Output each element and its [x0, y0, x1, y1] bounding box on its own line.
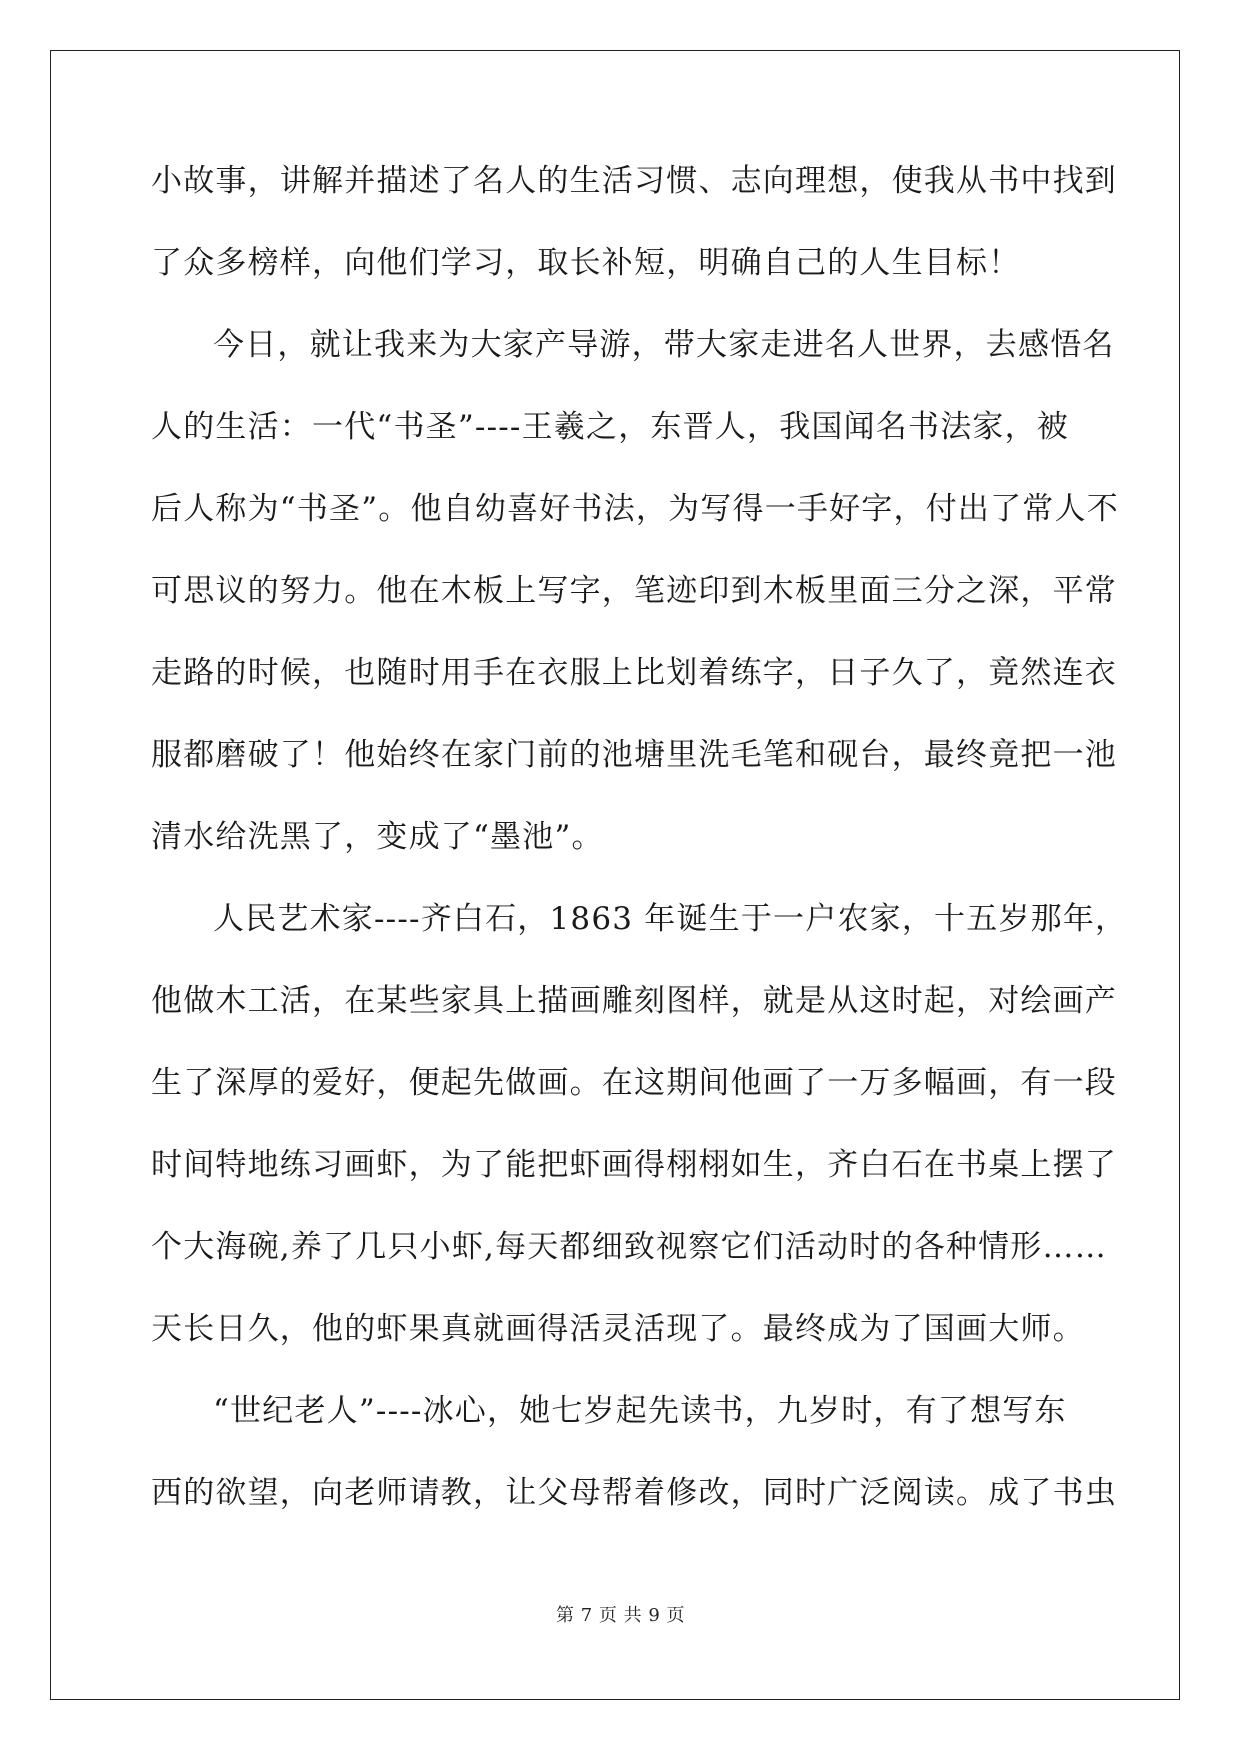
- text-line: 他做木工活，在某些家具上描画雕刻图样，就是从这时起，对绘画产: [151, 983, 1117, 1019]
- text-line: 了众多榜样，向他们学习，取长补短，明确自己的人生目标！: [151, 245, 1021, 281]
- text-line: 今日，就让我来为大家产导游，带大家走进名人世界，去感悟名: [213, 327, 1115, 363]
- page-number-footer: 第 7 页 共 9 页: [555, 1605, 685, 1626]
- text-line: 清水给洗黑了，变成了“墨池”。: [151, 819, 604, 855]
- text-line: 后人称为“书圣”。他自幼喜好书法，为写得一手好字，付出了常人不: [151, 491, 1119, 527]
- text-line: 个大海碗,养了几只小虾,每天都细致视察它们活动时的各种情形……: [151, 1229, 1107, 1265]
- text-line: 可思议的努力。他在木板上写字，笔迹印到木板里面三分之深，平常: [151, 573, 1117, 609]
- text-line: 人民艺术家----齐白石，1863 年诞生于一户农家，十五岁那年，: [213, 901, 1128, 937]
- document-body: [151, 156, 1128, 1550]
- text-line: 西的欲望，向老师请教，让父母帮着修改，同时广泛阅读。成了书虫: [151, 1475, 1117, 1511]
- text-line: 服都磨破了！他始终在家门前的池塘里洗毛笔和砚台，最终竟把一池: [151, 737, 1117, 773]
- text-line: 小故事，讲解并描述了名人的生活习惯、志向理想，使我从书中找到: [151, 163, 1117, 199]
- text-line: 时间特地练习画虾，为了能把虾画得栩栩如生，齐白石在书桌上摆了: [151, 1147, 1117, 1183]
- text-line: 天长日久，他的虾果真就画得活灵活现了。最终成为了国画大师。: [151, 1311, 1085, 1347]
- text-line: 走路的时候，也随时用手在衣服上比划着练字，日子久了，竟然连衣: [151, 655, 1117, 691]
- text-line: 生了深厚的爱好，便起先做画。在这期间他画了一万多幅画，有一段: [151, 1065, 1117, 1101]
- text-line: 人的生活：一代“书圣”----王羲之，东晋人，我国闻名书法家，被: [151, 409, 1069, 445]
- text-line: “世纪老人”----冰心，她七岁起先读书，九岁时，有了想写东: [213, 1393, 1067, 1429]
